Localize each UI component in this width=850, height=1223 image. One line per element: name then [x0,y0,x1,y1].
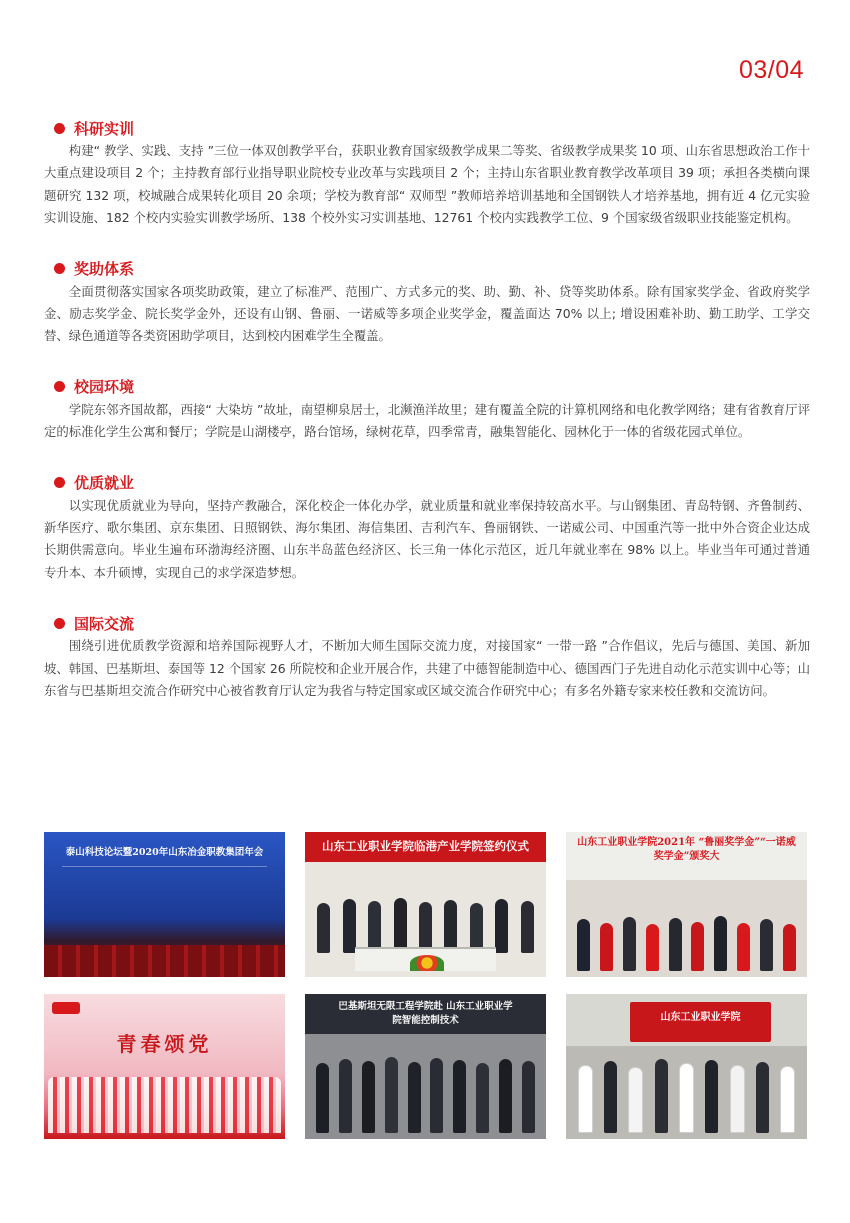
audience-seats [44,945,285,977]
section-head [54,257,810,281]
flower-arrangement [410,955,444,971]
section-scholarship-system [44,257,810,348]
bullet-dot-icon [54,263,65,274]
person-figure [730,1065,745,1133]
person-figure [470,903,483,953]
person-figure [362,1061,375,1133]
photo-youth-performance [44,994,285,1139]
section-title: 国际交流 [74,614,135,633]
bullet-dot-icon [54,381,65,392]
bullet-dot-icon [54,123,65,134]
person-figure [522,1061,535,1133]
section-body: 围绕引进优质教学资源和培养国际视野人才，不断加大师生国际交流力度，对接国家“ 一带一路 ”合作倡议，先后与德国、美国、新加坡、韩国、巴基斯坦、泰国等 12 个国家 26 所院校和企业开展合作，共建了中德智能制造中心、德国西门子先进自动化示范实训中心等；山东省与巴基斯坦交流合作研究中心被省教育厅认定为我省与特定国家或区域交流合作研究中心；有多名外籍专家来校任教和交流访问。 [44,638,810,699]
section-body: 全面贯彻落实国家各项奖助政策，建立了标准严、范围广、方式多元的奖、助、勤、补、贷等奖助体系。除有国家奖学金、省政府奖学金、励志奖学金、院长奖学金外，还设有山钢、鲁丽、一诺威等多项企业奖学金，覆盖面达 70% 以上; 增设困难补助、勤工助学、工学交替、绿色通道等各类资困助学项目，达到校内困难学生全覆盖。 [44,283,810,344]
person-figure [691,922,704,971]
person-figure [368,901,381,953]
section-title: 科研实训 [74,119,135,138]
person-figure [780,1066,795,1133]
person-figure [578,1065,593,1133]
person-figure [714,916,727,971]
section-title: 优质就业 [74,474,135,493]
person-figure [476,1063,489,1133]
person-figure [408,1062,421,1133]
photo-banner: 山东工业职业学院临港产业学院签约仪式 [322,839,529,853]
person-figure [453,1060,466,1133]
section-head [54,375,810,399]
photo-scholarship-award [566,832,807,977]
section-head [54,116,810,140]
stage-emblem-icon [52,1002,80,1014]
person-figure [430,1058,443,1133]
people-group [572,913,801,971]
person-figure [444,900,457,953]
person-figure [655,1059,668,1133]
photo-banner: 山东工业职业学院 [660,1012,741,1023]
section-body: 以实现优质就业为导向，坚持产教融合，深化校企一体化办学，就业质量和就业率保持较高水平。与山钢集团、青岛特钢、齐鲁制药、新华医疗、歌尔集团、京东集团、日照钢铁、海尔集团、海信集团、吉利汽车、鲁丽钢铁、一诺威公司、中国重汽等一批中外合资企业达成长期供需意向。毕业生遍布环渤海经济圈、山东半岛蓝色经济区、长三角一体化示范区，近几年就业率在 98% 以上。毕业当年可通过普通专升本、本升硕博，实现自己的求学深造梦想。 [44,497,810,580]
person-figure [756,1062,769,1133]
person-figure [419,902,432,953]
photo-conference-stage [44,832,285,977]
person-figure [316,1063,329,1133]
person-figure [600,923,613,971]
person-figure [628,1067,643,1133]
photo-banner: 山东工业职业学院2021年 “鲁丽奖学金”“一诺威奖学金”颁奖大 [577,837,796,862]
section-body: 学院东邻齐国故都，西接“ 大染坊 ”故址，南望柳泉居士，北濒渔洋故里；建有覆盖全院的计算机网络和电化教学网络；建有省教育厅评定的标准化学生公寓和餐厅；学院是山湖楼亭，路台馆场，绿树花草，四季常青，融集智能化、园林化于一体的省级花园式单位。 [44,401,810,440]
photo-banner: 巴基斯坦无限工程学院赴 山东工业职业学院智能控制技术 [338,1001,513,1026]
photo-banner: 泰山科技论坛暨2020年山东冶金职教集团年会 [65,847,264,858]
section-campus-environment [44,375,810,444]
photo-gallery [44,832,807,1140]
content [44,116,810,730]
person-figure [495,899,508,953]
photo-signing-ceremony [305,832,546,977]
person-figure [343,899,356,953]
person-figure [317,903,330,953]
person-figure [385,1057,398,1133]
person-figure [646,924,659,971]
person-figure [737,923,750,971]
section-quality-employment [44,471,810,585]
section-title: 奖助体系 [74,260,135,279]
section-head [54,611,810,635]
people-group [311,1053,540,1133]
section-head [54,471,810,495]
photo-student-group [566,994,807,1139]
person-figure [499,1059,512,1133]
person-figure [705,1060,718,1133]
performers-row [48,1077,281,1133]
photo-delegation-visit [305,994,546,1139]
bullet-dot-icon [54,618,65,629]
section-international-exchange [44,611,810,702]
person-figure [394,898,407,953]
person-figure [760,919,773,971]
people-group [311,895,540,953]
person-figure [521,901,534,953]
section-title: 校园环境 [74,378,135,397]
page-number: 03/04 [738,56,804,84]
person-figure [679,1063,694,1133]
bullet-dot-icon [54,477,65,488]
section-research-training [44,116,810,230]
person-figure [669,918,682,971]
stage-screen [62,866,267,915]
photo-banner: 青春颂党 [116,1032,213,1056]
person-figure [623,917,636,971]
people-group [572,1055,801,1133]
section-body: 构建“ 教学、实践、支持 ”三位一体双创教学平台，获职业教育国家级教学成果二等奖、省级教学成果奖 10 项、山东省思想政治工作十大重点建设项目 2 个；主持教育部行业指导职业院校专业改革与实践项目 2 个；主持山东省职业教育教学改革项目 39 项；承担各类横向课题研究 132 项，校城融合成果转化项目 20 余项；学校为教育部“ 双师型 ”教师培养培训基地和全国钢铁人才培养基地，拥有近 4 亿元实验实训设施、182 个校内实验实训教学场所、138 个校外实习实训基地、12761 个校内实践教学工位、9 个国家级省级职业技能鉴定机构。 [44,143,810,226]
person-figure [783,924,796,971]
person-figure [577,919,590,971]
person-figure [339,1059,352,1133]
person-figure [604,1061,617,1133]
